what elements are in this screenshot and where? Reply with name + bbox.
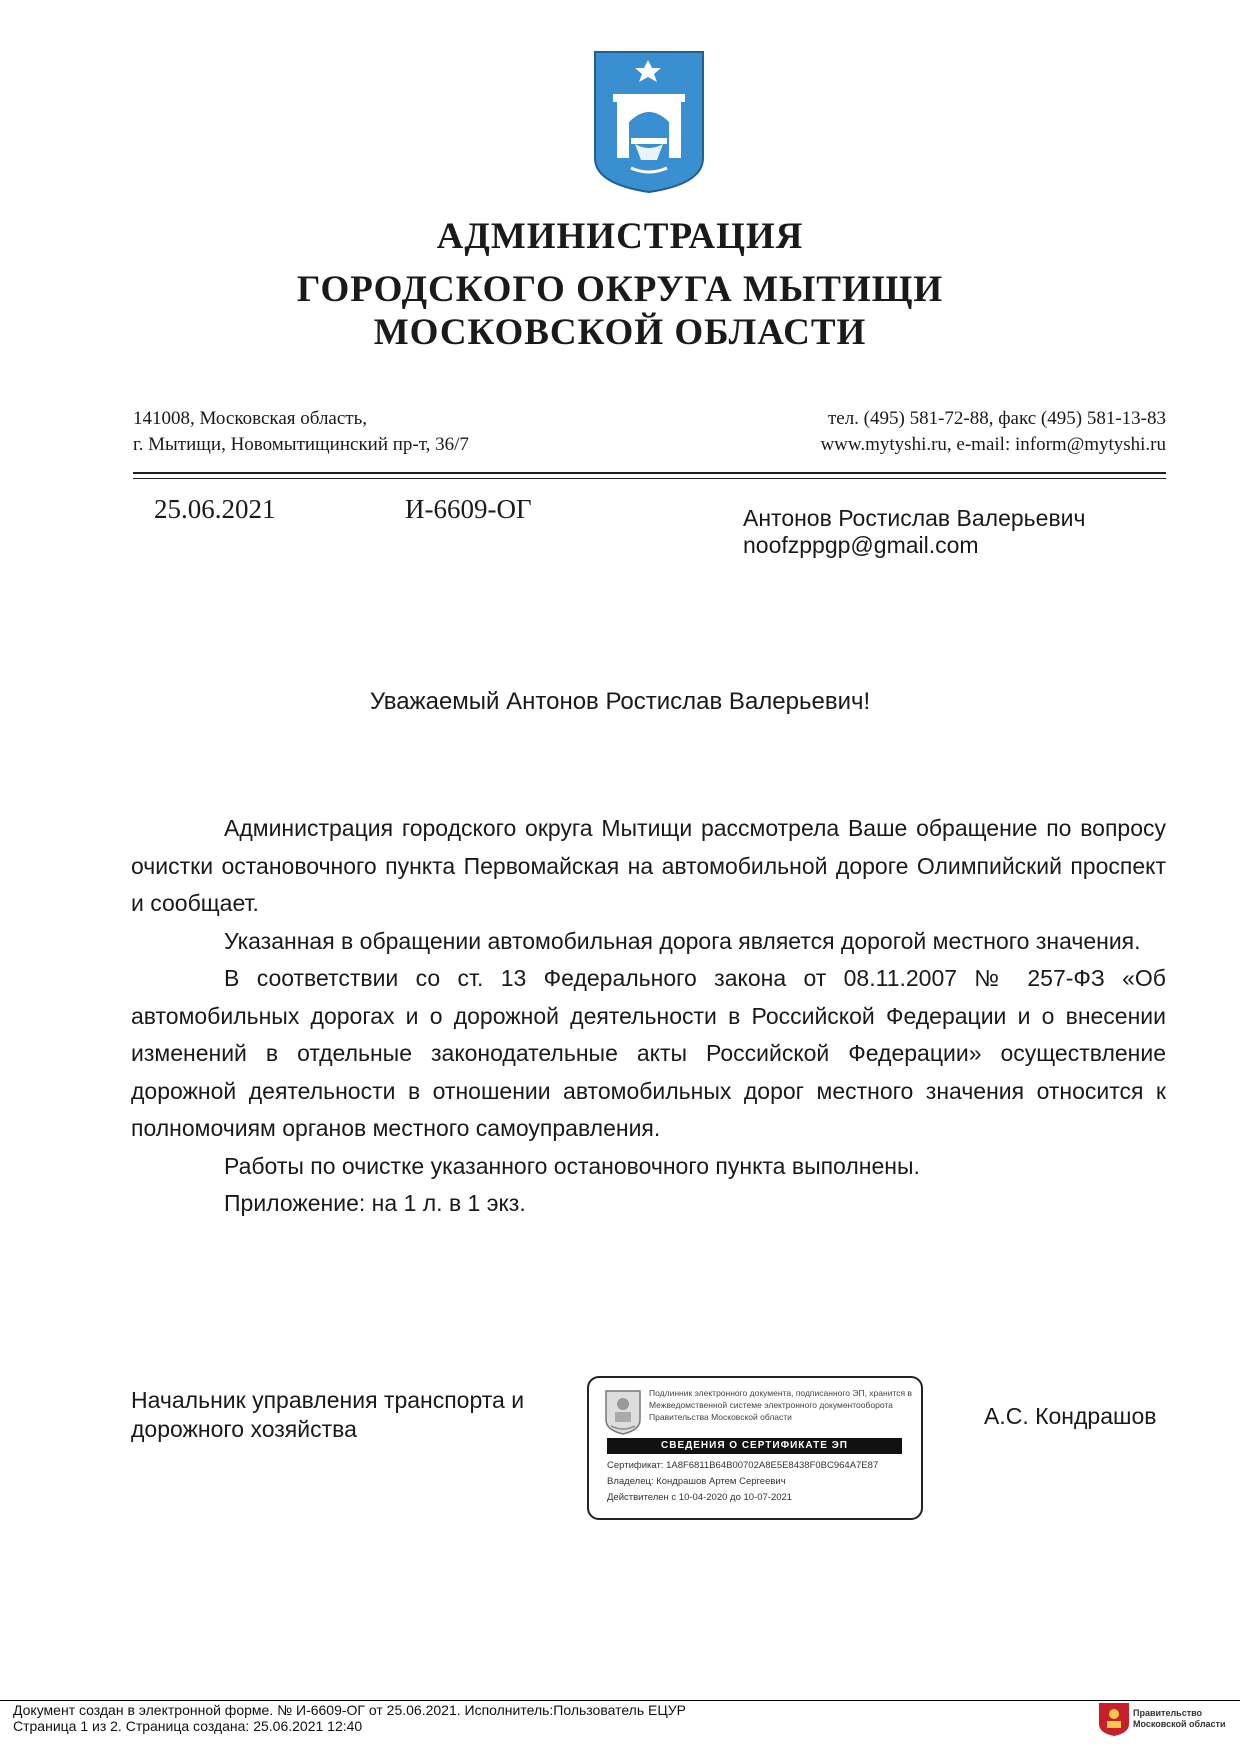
body-paragraph-2: Указанная в обращении автомобильная дорога является дорогой местного значения. [224,927,1141,954]
stamp-emblem-icon [603,1388,643,1436]
stamp-note: Подлинник электронного документа, подписанного ЭП, хранится в Межведомственной системе электронного документооборота Правительства Московской области [649,1388,912,1422]
body-paragraph-3: В соответствии со ст. 13 Федерального закона от 08.11.2007 № 257-ФЗ «Об автомобильных дорогах и о дорожной деятельности в Российской Федерации и о внесении изменений в отдельные законодательные акты Российской Федерации» осуществление дорожной деятельности в отношении автомобильных дорог местного значения относится к полномочиям органов местного самоуправления. [131,965,1166,1141]
contacts-block [820,406,1166,458]
government-logo-text [1133,1708,1226,1730]
government-logo-line-1: Правительство [1133,1708,1203,1718]
header-divider [133,472,1166,474]
address-block [133,406,469,458]
coat-of-arms-icon [591,48,707,194]
phone-line: тел. (495) 581-72-88, факс (495) 581-13-83 [827,408,1166,429]
footer-line-2: Страница 1 из 2. Страница создана: 25.06.2021 12:40 [13,1718,363,1734]
address-line-2: г. Мытищи, Новомытищинский пр-т, 36/7 [133,434,469,455]
stamp-title-bar: СВЕДЕНИЯ О СЕРТИФИКАТЕ ЭП [607,1438,902,1454]
footer-divider [0,1700,1240,1701]
org-title-line-1: АДМИНИСТРАЦИЯ [436,216,804,257]
government-logo-line-2: Московской области [1133,1719,1226,1729]
footer-info [13,1702,686,1734]
signatory-position: Начальник управления транспорта и дорожного хозяйства [131,1387,525,1442]
footer-line-1: Документ создан в электронной форме. № И-6609-ОГ от 25.06.2021. Исполнитель:Пользователь ЕЦУР [13,1702,686,1718]
signatory-name: А.С. Кондрашов [984,1403,1157,1429]
web-email-line: www.mytyshi.ru, e-mail: inform@mytyshi.ru [820,434,1166,455]
government-logo-icon [1096,1700,1132,1738]
recipient-email: noofzppgp@gmail.com [743,532,979,558]
registration-date: 25.06.2021 [154,494,276,524]
recipient-block [743,505,1086,559]
registration-number: И-6609-ОГ [405,494,532,524]
stamp-validity: Действителен с 10-04-2020 до 10-07-2021 [607,1492,793,1503]
e-signature-stamp [587,1376,923,1520]
stamp-certificate: Сертификат: 1A8F6811B64B00702A8E5E8438F0BC964A7E87 [607,1460,879,1471]
letter-body [131,810,1166,1223]
recipient-name: Антонов Ростислав Валерьевич [743,505,1086,531]
body-paragraph-1: Администрация городского округа Мытищи рассмотрела Ваше обращение по вопросу очистки остановочного пункта Первомайская на автомобильной дороге Олимпийский проспект и сообщает. [131,815,1166,916]
body-paragraph-5: Приложение: на 1 л. в 1 экз. [224,1190,526,1216]
org-title-line-2: ГОРОДСКОГО ОКРУГА МЫТИЩИ [296,269,944,310]
header-divider-thin [133,478,1166,479]
stamp-owner: Владелец: Кондрашов Артем Сергеевич [607,1476,786,1487]
salutation: Уважаемый Антонов Ростислав Валерьевич! [369,688,871,715]
body-paragraph-4: Работы по очистке указанного остановочного пункта выполнены. [224,1152,920,1179]
org-title-line-3: МОСКОВСКОЙ ОБЛАСТИ [373,312,867,353]
address-line-1: 141008, Московская область, [133,408,368,429]
